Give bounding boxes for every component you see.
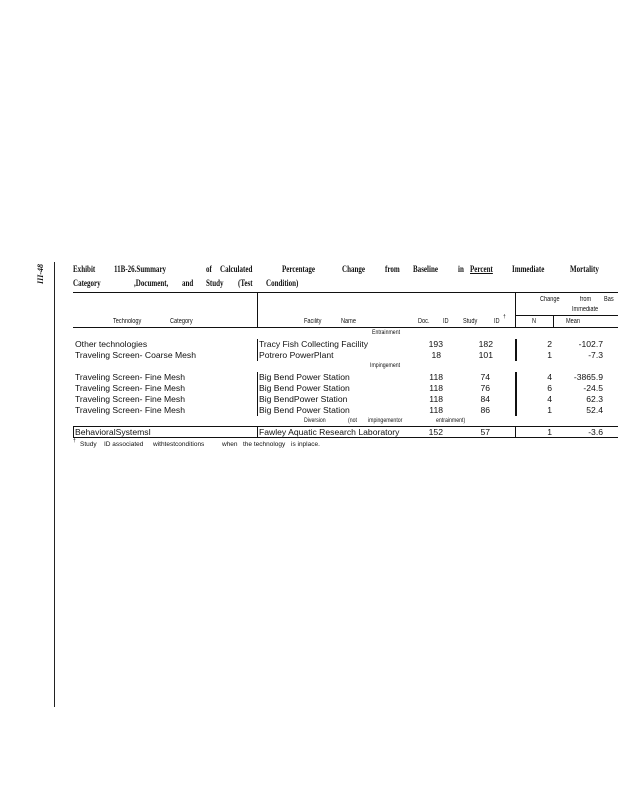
cell-mean: -7.3 [588,350,603,360]
header-doc: Doc. [418,318,430,325]
title-word: 11B-26.Summary [114,264,167,274]
title-word: (Test [238,278,253,288]
cell-n: 1 [547,405,552,415]
col-divider-thick [515,372,517,416]
header-baseline: Bas [604,296,614,303]
header-change: Change [540,296,560,303]
cell-mean: -3865.9 [573,372,603,382]
header-n: N [532,318,537,325]
cell-mean: 52.4 [586,405,603,415]
footnote-word: when [222,441,238,448]
cell-technology: Traveling Screen- Fine Mesh [75,394,186,404]
footnote-word: is inplace. [291,441,320,448]
header-study: Study [463,318,478,325]
header-immediate: Immediate [572,306,599,313]
cell-n: 6 [547,383,552,393]
cell-technology: Traveling Screen- Fine Mesh [75,405,186,415]
col-divider [73,426,74,437]
cell-doc-id: 118 [429,372,443,382]
cell-mean: -102.7 [578,339,603,349]
footnote-word: withtestconditions [153,441,205,448]
cell-study-id: 86 [480,405,490,415]
header-from: from [580,296,592,303]
section-label-word: impingementor [368,417,403,424]
left-margin-rule [54,262,55,707]
cell-study-id: 74 [480,372,490,382]
col-divider-thick [515,339,517,361]
footnote-marker: † [73,438,76,444]
cell-facility: Big Bend Power Station [259,405,350,415]
section-label-entrainment: Entrainment [372,329,401,336]
title-word: Immediate [512,264,545,274]
header-category: Category [170,318,193,325]
header-study-id: ID [494,318,500,325]
cell-technology: Traveling Screen- Fine Mesh [75,372,186,382]
header-divider-n [553,315,554,328]
title-word: Change [342,264,366,274]
title-word: Condition) [266,278,299,288]
page-number-side-label: III-48 [36,263,45,284]
cell-n: 4 [547,394,552,404]
cell-facility: Potrero PowerPlant [259,350,334,360]
col-divider [515,426,516,437]
section-label-impingement: Impingement [370,362,401,369]
section-label-word: entrainment) [436,417,466,424]
header-bottom-rule [73,327,618,328]
cell-n: 2 [547,339,552,349]
cell-facility: Big Bend Power Station [259,372,350,382]
header-dagger: † [503,314,506,320]
cell-technology: BehavioralSystemsI [75,427,151,437]
cell-doc-id: 118 [429,405,443,415]
cell-study-id: 57 [480,427,490,437]
title-word: from [385,264,400,274]
header-name: Name [341,318,356,325]
cell-technology: Traveling Screen- Coarse Mesh [75,350,196,360]
title-word: Category [73,278,101,288]
header-doc-id: ID [443,318,449,325]
title-word: Mortality [570,264,599,274]
cell-facility: Fawley Aquatic Research Laboratory [259,427,400,437]
cell-technology: Other technologies [75,339,148,349]
cell-facility: Big BendPower Station [259,394,348,404]
cell-study-id: 101 [478,350,493,360]
cell-study-id: 84 [480,394,490,404]
cell-mean: -24.5 [583,383,603,393]
header-facility: Facility [304,318,322,325]
cell-facility: Tracy Fish Collecting Facility [259,339,369,349]
cell-doc-id: 152 [428,427,443,437]
footnote-word: the technology [243,441,286,448]
col-divider [257,426,258,437]
cell-doc-id: 193 [428,339,443,349]
cell-n: 4 [547,372,552,382]
header-technology: Technology [113,318,142,325]
cell-n: 1 [547,427,552,437]
footnote-word: ID associated [104,441,144,448]
title-word: of [206,264,212,274]
title-word: in [458,264,464,274]
title-word: Percent [470,264,493,274]
title-word: Calculated [220,264,253,274]
cell-doc-id: 18 [431,350,441,360]
col-divider [257,339,258,361]
change-header-rule [515,315,618,316]
cell-technology: Traveling Screen- Fine Mesh [75,383,186,393]
footnote-word: Study [80,441,97,448]
table-bottom-rule [73,437,618,438]
header-divider-right [515,292,516,328]
cell-mean: -3.6 [588,427,603,437]
cell-n: 1 [547,350,552,360]
cell-study-id: 76 [480,383,490,393]
cell-doc-id: 118 [429,383,443,393]
title-word: Study [206,278,224,288]
col-divider [257,372,258,416]
cell-facility: Big Bend Power Station [259,383,350,393]
title-word: Percentage [282,264,316,274]
title-word: Baseline [413,264,438,274]
table-top-rule [73,292,618,293]
title-word: and [182,278,194,288]
section-label-word: Diversion [304,417,326,424]
title-word: ,Document, [134,278,169,288]
header-mean: Mean [566,318,581,325]
section-label-word: (not [348,417,357,424]
cell-doc-id: 118 [429,394,443,404]
title-word: Exhibit [73,264,96,274]
cell-mean: 62.3 [586,394,603,404]
header-divider-left [257,292,258,328]
cell-study-id: 182 [478,339,493,349]
